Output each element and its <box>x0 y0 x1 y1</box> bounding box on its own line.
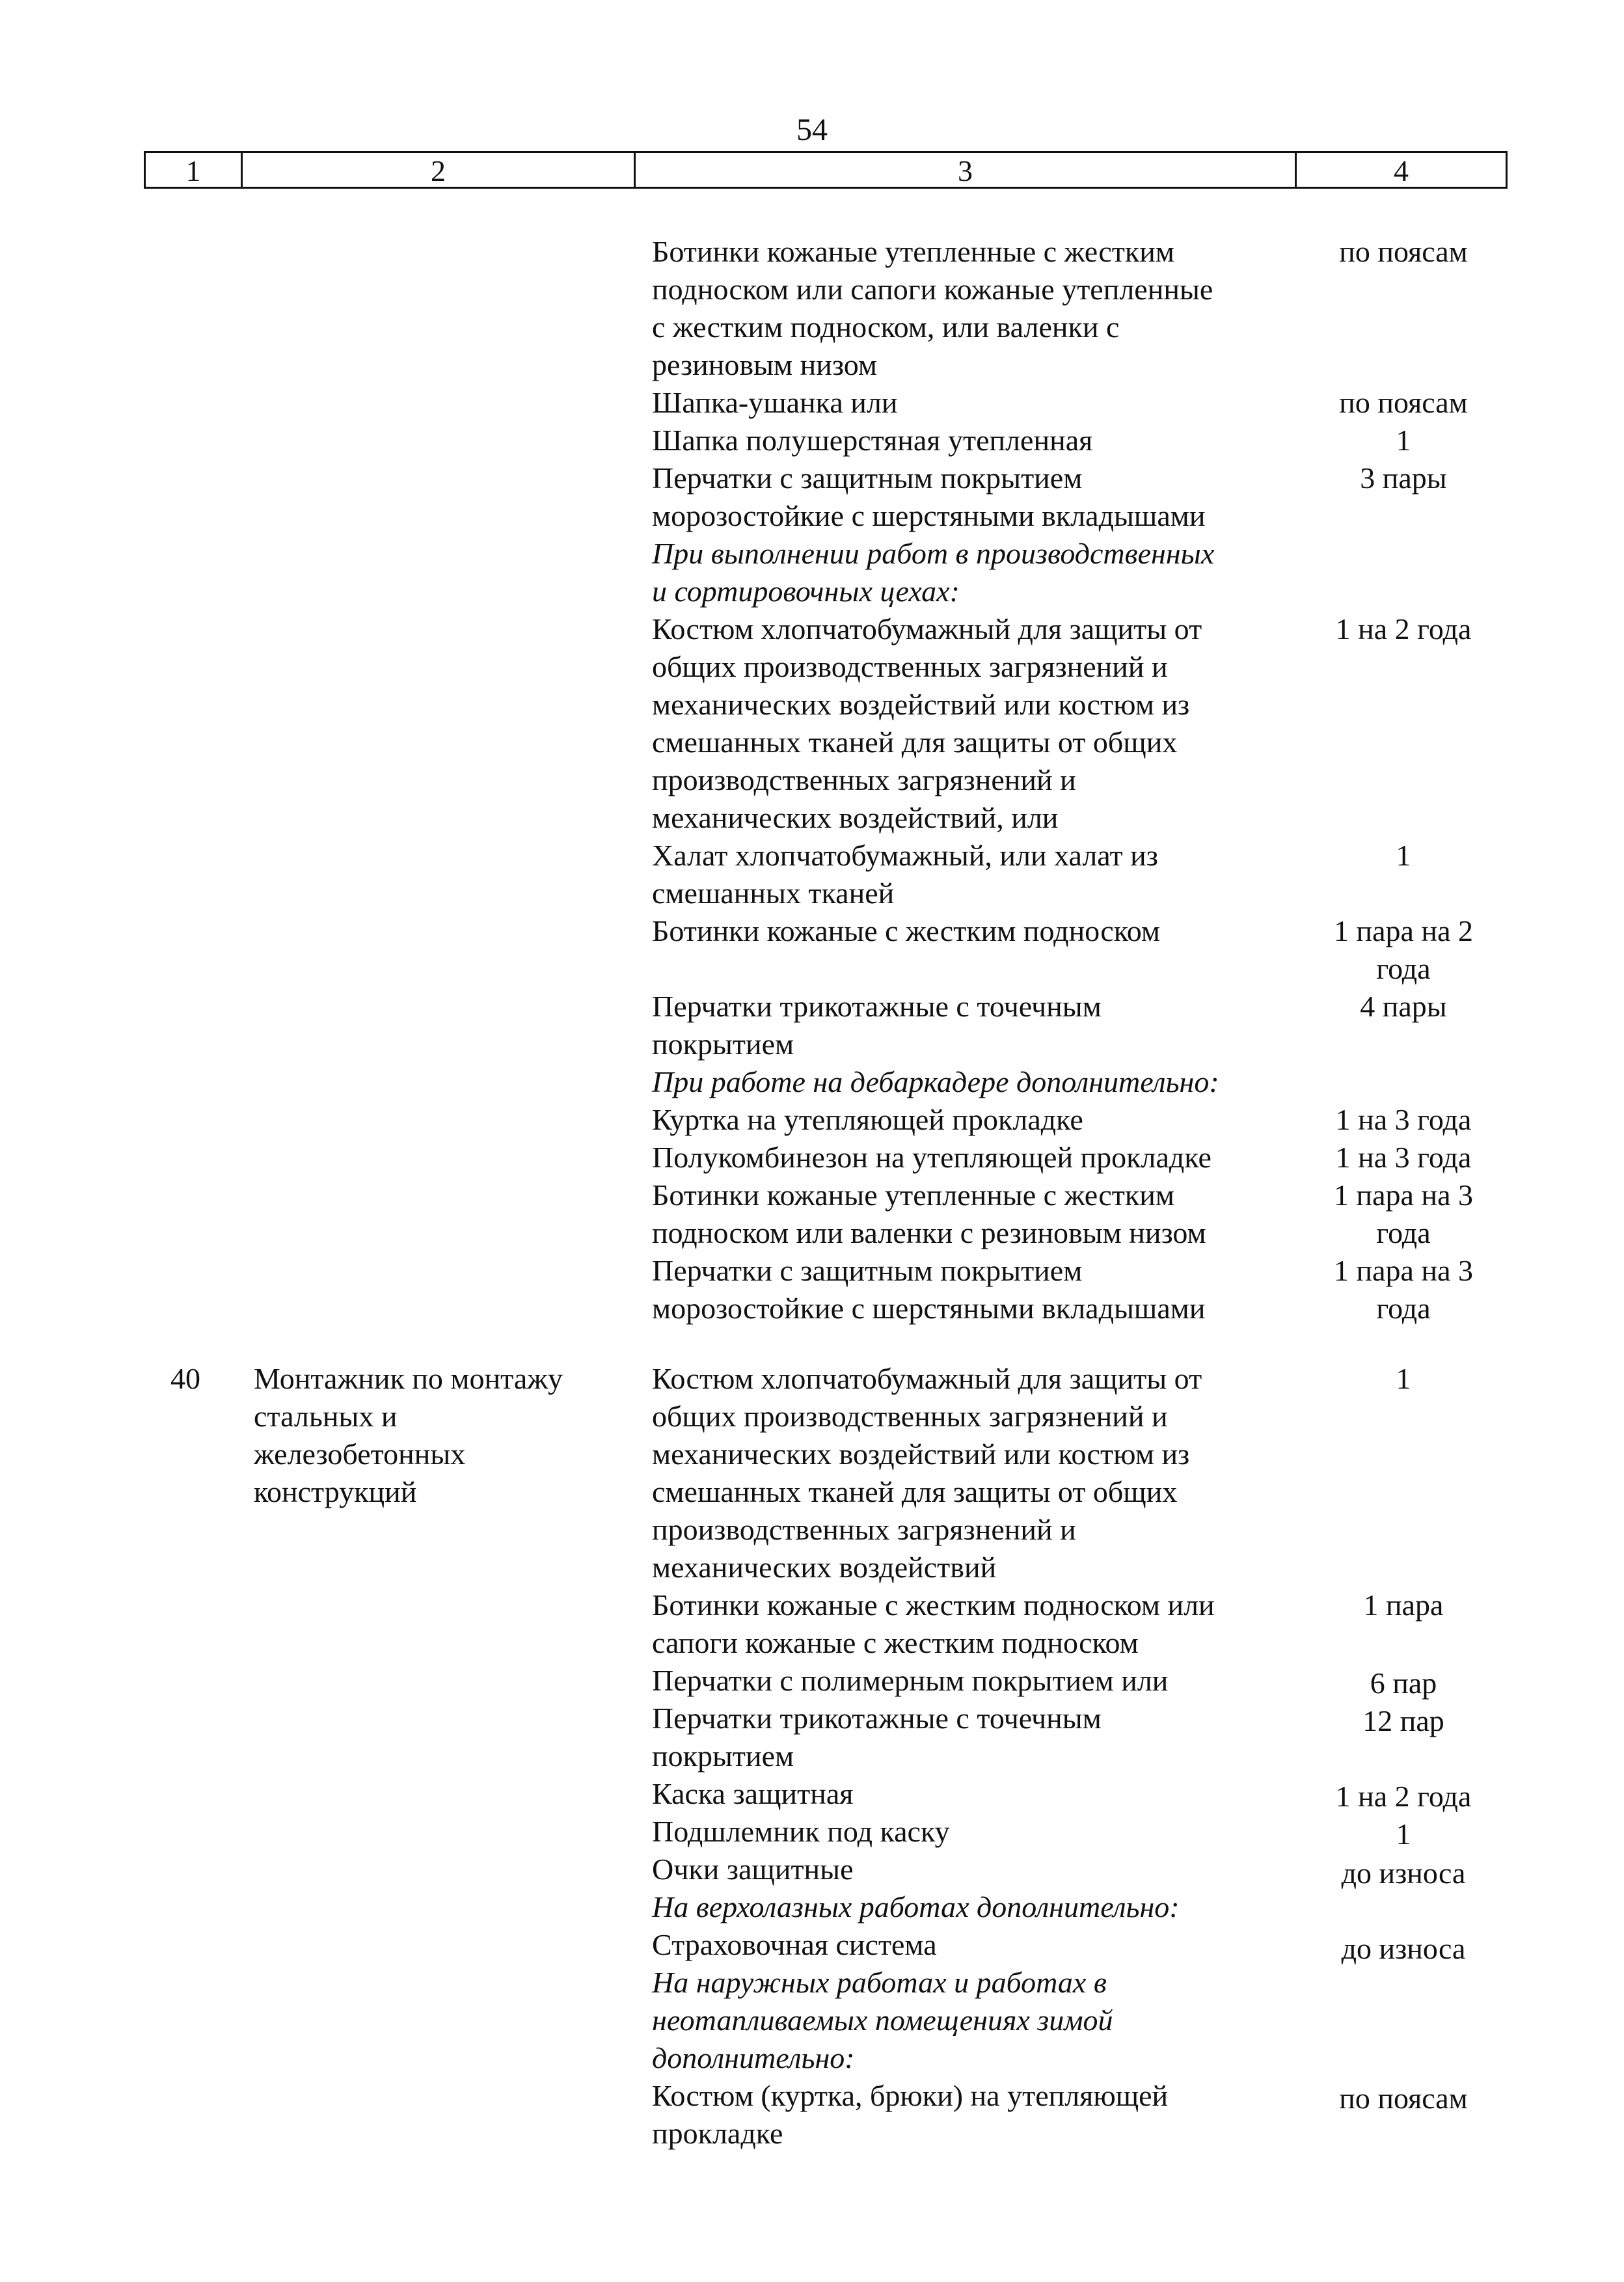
column-header-4: 4 <box>1394 154 1409 187</box>
norm-text: 1 пара на 3 года <box>1334 1178 1473 1249</box>
item-text: Ботинки кожаные с жестким подноском или сапоги кожаные с жестким подноском <box>652 1588 1215 1659</box>
item-text: Шапка полушерстяная утепленная <box>652 424 1093 457</box>
item-text: Подшлемник под каску <box>652 1815 950 1848</box>
item-text: Очки защитные <box>652 1853 854 1886</box>
item-text: Ботинки кожаные с жестким подноском <box>652 914 1160 947</box>
norm-text: 6 пар <box>1370 1666 1437 1700</box>
column-header-1: 1 <box>146 153 243 187</box>
column-header-3: 3 <box>636 153 1297 187</box>
norm-text: 1 пара <box>1363 1588 1444 1622</box>
norm-text: 1 на 3 года <box>1335 1103 1472 1136</box>
subsection-heading: При выполнении работ в производственных и сортировочных цехах: <box>652 537 1215 608</box>
subsection-heading: На наружных работах и работах в неотапливаемых помещениях зимой дополнительно: <box>652 1966 1113 2074</box>
norm-text: по поясам <box>1339 235 1468 268</box>
item-text: Костюм хлопчатобумажный для защиты от общих производственных загрязнений и механических воздействий или костюм из смешанных тканей для защиты от общих производственных загрязнений и механических воздействий, или <box>652 612 1202 834</box>
page-number: 54 <box>796 113 828 147</box>
norm-text: по поясам <box>1339 386 1468 419</box>
item-text: Шапка-ушанка или <box>652 386 898 419</box>
norm-text: 1 на 2 года <box>1335 612 1472 645</box>
item-text: Страховочная система <box>652 1928 937 1961</box>
subsection-heading: На верхолазных работах дополнительно: <box>652 1890 1180 1923</box>
norm-text: 1 пара на 3 года <box>1334 1254 1473 1325</box>
item-text: Перчатки трикотажные с точечным покрытием <box>652 990 1102 1061</box>
column-header-2: 2 <box>243 153 636 187</box>
item-text: Ботинки кожаные утепленные с жестким подноском или сапоги кожаные утепленные с жестким подноском, или валенки с резиновым низом <box>652 235 1213 381</box>
norm-text: 3 пары <box>1360 461 1447 495</box>
norm-text: 1 на 3 года <box>1335 1141 1472 1174</box>
norm-text: до износа <box>1341 1932 1466 1965</box>
norm-text: 1 <box>1396 1817 1411 1851</box>
norm-text: до износа <box>1341 1856 1466 1890</box>
row-number: 40 <box>170 1362 200 1395</box>
norm-text: 1 пара на 2 года <box>1334 914 1473 985</box>
norm-text: 1 <box>1396 1362 1411 1395</box>
norm-text: 1 <box>1396 424 1411 457</box>
item-text: Костюм (куртка, брюки) на утепляющей прокладке <box>652 2079 1169 2150</box>
item-text: Ботинки кожаные утепленные с жестким подноском или валенки с резиновым низом <box>652 1178 1206 1249</box>
item-text: Каска защитная <box>652 1777 854 1810</box>
norm-text: по поясам <box>1339 2082 1468 2115</box>
column-header-row <box>144 151 1508 189</box>
item-text: Полукомбинезон на утепляющей прокладке <box>652 1141 1211 1174</box>
norm-text: 12 пар <box>1362 1704 1444 1737</box>
norm-text: 1 <box>1396 839 1411 872</box>
norm-text: 1 на 2 года <box>1335 1780 1472 1813</box>
profession-name: Монтажник по монтажу стальных и железобетонных конструкций <box>254 1362 563 1508</box>
item-text: Халат хлопчатобумажный, или халат из смешанных тканей <box>652 839 1158 910</box>
item-text: Куртка на утепляющей прокладке <box>652 1103 1083 1136</box>
item-text: Перчатки с защитным покрытием морозостойкие с шерстяными вкладышами <box>652 461 1206 532</box>
item-text: Костюм хлопчатобумажный для защиты от общих производственных загрязнений и механических воздействий или костюм из смешанных тканей для защиты от общих производственных загрязнений и механических воздействий <box>652 1362 1202 1584</box>
item-text: Перчатки с защитным покрытием морозостойкие с шерстяными вкладышами <box>652 1254 1206 1325</box>
norm-text: 4 пары <box>1360 990 1447 1023</box>
item-text: Перчатки с полимерным покрытием или <box>652 1664 1169 1697</box>
item-text: Перчатки трикотажные с точечным покрытием <box>652 1702 1102 1773</box>
subsection-heading: При работе на дебаркадере дополнительно: <box>652 1065 1219 1098</box>
